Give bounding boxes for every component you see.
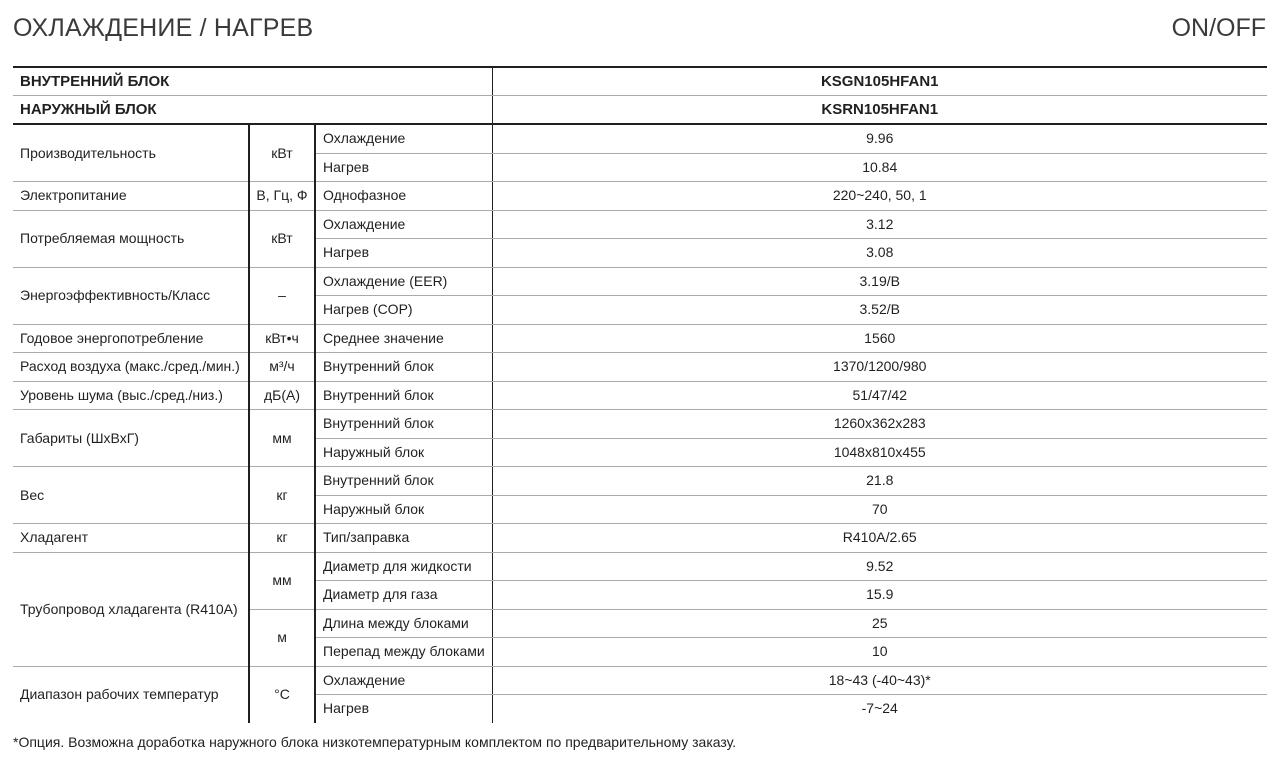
- param-sub: Охлаждение: [315, 210, 492, 239]
- param-sub: Наружный блок: [315, 495, 492, 524]
- page-title: ОХЛАЖДЕНИЕ / НАГРЕВ: [13, 14, 314, 42]
- param-unit: кВт: [249, 210, 315, 267]
- param-name: Расход воздуха (макс./сред./мин.): [13, 353, 249, 382]
- param-name: Вес: [13, 467, 249, 524]
- param-sub: Внутренний блок: [315, 381, 492, 410]
- outdoor-model-row: [13, 96, 1267, 125]
- mode-label: ON/OFF: [1171, 14, 1266, 42]
- param-value: 3.52/B: [492, 296, 1267, 325]
- param-sub: Однофазное: [315, 182, 492, 211]
- param-value: 10: [492, 638, 1267, 667]
- table-row: [13, 410, 1267, 439]
- param-unit: кВт•ч: [249, 324, 315, 353]
- param-sub: Длина между блоками: [315, 609, 492, 638]
- param-unit: дБ(А): [249, 381, 315, 410]
- table-row: [13, 524, 1267, 553]
- param-sub: Нагрев (COP): [315, 296, 492, 325]
- param-name: Энергоэффективность/Класс: [13, 267, 249, 324]
- table-row: [13, 381, 1267, 410]
- param-value: 70: [492, 495, 1267, 524]
- param-value: 1560: [492, 324, 1267, 353]
- table-row: [13, 182, 1267, 211]
- footnote: *Опция. Возможна доработка наружного блока низкотемпературным комплектом по предварительному заказу.: [13, 734, 737, 750]
- param-sub: Охлаждение (EER): [315, 267, 492, 296]
- param-sub: Нагрев: [315, 239, 492, 268]
- table-row: [13, 353, 1267, 382]
- param-sub: Тип/заправка: [315, 524, 492, 553]
- param-value: -7~24: [492, 695, 1267, 723]
- param-name: Диапазон рабочих температур: [20, 686, 219, 702]
- model-value: KSGN105HFAN1: [492, 67, 1267, 96]
- param-value: 220~240, 50, 1: [492, 182, 1267, 211]
- param-unit: мм: [249, 552, 315, 609]
- param-sub: Внутренний блок: [315, 410, 492, 439]
- model-value: KSRN105HFAN1: [492, 96, 1267, 125]
- indoor-model-row: [13, 67, 1267, 96]
- param-sub: Внутренний блок: [315, 467, 492, 496]
- param-value: 3.08: [492, 239, 1267, 268]
- table-row: [13, 666, 1267, 695]
- param-name: Потребляемая мощность: [13, 210, 249, 267]
- model-label: НАРУЖНЫЙ БЛОК: [13, 96, 492, 125]
- param-unit: м³/ч: [249, 353, 315, 382]
- param-sub: Охлаждение: [315, 124, 492, 153]
- param-unit: кВт: [249, 124, 315, 182]
- param-sub: Диаметр для жидкости: [315, 552, 492, 581]
- param-unit: кг: [249, 467, 315, 524]
- param-unit: кг: [249, 524, 315, 553]
- param-sub: Внутренний блок: [315, 353, 492, 382]
- param-value: 1260x362x283: [492, 410, 1267, 439]
- table-row: [13, 124, 1267, 153]
- param-sub: Наружный блок: [315, 438, 492, 467]
- param-unit: °C: [249, 666, 315, 723]
- param-sub: Перепад между блоками: [315, 638, 492, 667]
- param-value: 9.52: [492, 552, 1267, 581]
- param-value: 18~43 (-40~43)*: [492, 666, 1267, 695]
- param-sub: Нагрев: [315, 153, 492, 182]
- table-row: [13, 324, 1267, 353]
- param-value: 9.96: [492, 124, 1267, 153]
- param-name: Габариты (ШхВхГ): [13, 410, 249, 467]
- param-unit: В, Гц, Ф: [249, 182, 315, 211]
- param-value: 1370/1200/980: [492, 353, 1267, 382]
- param-name: Производительность: [13, 124, 249, 182]
- table-row: [13, 467, 1267, 496]
- param-name: Уровень шума (выс./сред./низ.): [13, 381, 249, 410]
- table-row: [13, 267, 1267, 296]
- param-value: 10.84: [492, 153, 1267, 182]
- param-name: Трубопровод хладагента (R410A): [13, 552, 249, 666]
- param-value: 15.9: [492, 581, 1267, 610]
- spec-table: [13, 66, 1267, 723]
- param-value: 51/47/42: [492, 381, 1267, 410]
- param-value: R410A/2.65: [492, 524, 1267, 553]
- param-value: 3.19/B: [492, 267, 1267, 296]
- param-unit: мм: [249, 410, 315, 467]
- param-name: Электропитание: [13, 182, 249, 211]
- table-row: [13, 210, 1267, 239]
- param-value: 21.8: [492, 467, 1267, 496]
- param-name: Годовое энергопотребление: [13, 324, 249, 353]
- param-sub: Диаметр для газа: [315, 581, 492, 610]
- param-sub: Среднее значение: [315, 324, 492, 353]
- param-name: Хладагент: [13, 524, 249, 553]
- param-value: 1048x810x455: [492, 438, 1267, 467]
- param-value: 25: [492, 609, 1267, 638]
- model-label: ВНУТРЕННИЙ БЛОК: [13, 67, 492, 96]
- table-row: [13, 552, 1267, 581]
- param-unit: м: [249, 609, 315, 666]
- param-unit: –: [249, 267, 315, 324]
- param-sub: Охлаждение: [315, 666, 492, 695]
- param-sub: Нагрев: [315, 695, 492, 723]
- param-value: 3.12: [492, 210, 1267, 239]
